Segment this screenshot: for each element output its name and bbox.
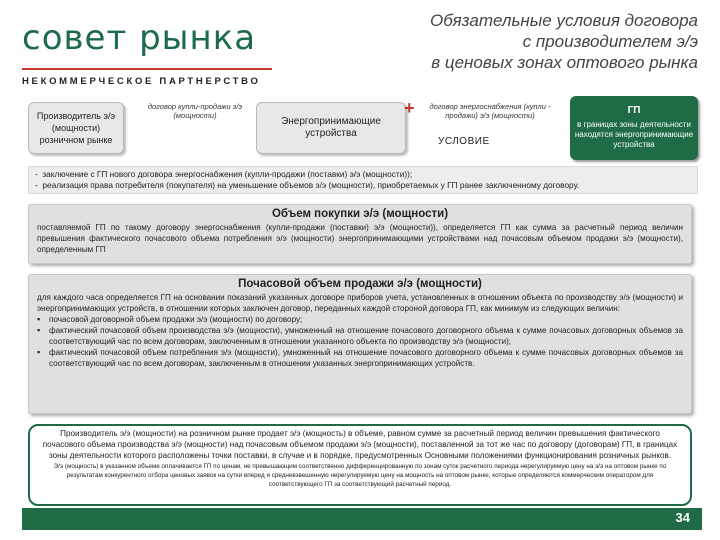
title-line-3: в ценовых зонах оптового рынка (431, 53, 698, 72)
page-title (338, 10, 698, 73)
hourly-bullet: ▪ фактический почасовой объем производства э/э (мощности), умноженный на отношение почасового договорного объема к сумме почасовых договорных объемов за соответствующий час по всем договорам, заключенным в отношении указанного объекта по производству э/э (мощности); (37, 325, 683, 347)
purchase-volume-body: поставляемой ГП по такому договору энергоснабжения (купли-продажи (поставки) э/э (мощности)), определяется ГП как сумма за расчетный период величин превышения фактического почасового объема потребления э/э (мощности) энергопринимающими устройствами над почасовым объемом продажи э/э (мощности), определенным ГП (37, 223, 683, 254)
purchase-volume-section (28, 204, 692, 264)
hourly-sale-volume-section (28, 274, 692, 414)
gp-box (570, 96, 698, 160)
note-item: - заключение с ГП нового договора энергоснабжения (купли-продажи (поставки) э/э (мощности)); (35, 169, 413, 179)
gp-description: в границах зоны деятельности находятся энергопринимающие устройства (574, 120, 694, 149)
producer-box (28, 102, 124, 154)
contract-flow-diagram (22, 96, 698, 166)
consumer-devices-label: Энергопринимающие устройства (281, 116, 381, 139)
hourly-intro: для каждого часа определяется ГП на основании показаний указанных договоре приборов учета, установленных в отношении объекта по производству э/э (мощности) и энергопринимающих устройств, в отношении которых заключен договор, переданных каждой стороной договора ГП, как минимум из следующих величин: (37, 293, 683, 313)
hourly-sale-volume-title: Почасовой объем продажи э/э (мощности) (238, 278, 482, 290)
conclusion-main-text: Производитель э/э (мощности) на розничном рынке продает э/э (мощность) в объеме, равном сумме за расчетный период величин превышения фактического почасового объема производства э/э (мощности) над почасовым объемом продажи э/э (мощности), поставленной за тот же час по договору (договорам) ГП, в границах зоны деятельности которого расположены точки поставки, в случае и в порядке, предусмотренных Основными положениями функционирования розничных рынков. (42, 429, 678, 460)
logo-divider (22, 68, 272, 70)
condition-notes (28, 166, 698, 194)
consumer-devices-box (256, 102, 406, 154)
gp-title: ГП (627, 105, 641, 116)
conclusion-note: Э/э (мощность) в указанном объеме оплачивается ГП по ценам, не превышающим соответственно дифференцированную по зонам суток расчетного периода нерегулируемую цену на э/э на оптовом рынке по результатам конкурентного отбора ценовых заявок на сутки вперед и средневзвешенную нерегулируемую цену на мощность на оптовом рынке, которые определяются коммерческим оператором для соответствующего ГП за соответствующий расчетный период. (53, 463, 667, 488)
title-line-2: с производителем э/э (522, 32, 698, 51)
logo (22, 18, 282, 87)
hourly-sale-volume-body (29, 291, 691, 373)
footer-bar (22, 508, 702, 530)
note-item: - реализация права потребителя (покупателя) на уменьшение объемов э/э (мощности), приобретаемых у ГП ранее заключенному договору. (35, 180, 580, 190)
hourly-bullet: ▪ почасовой договорной объем продажи э/э (мощности) по договору; (37, 314, 683, 325)
conclusion-box (28, 424, 692, 506)
logo-main-text: совет рынка (22, 18, 257, 58)
supply-contract-label: договор энергоснабжения (купли - продажи) э/э (мощности) (429, 102, 551, 120)
hourly-bullet: ▪ фактический почасовой объем потребления э/э (мощности), умноженный на отношение почасового договорного объема к сумме почасовых договорных объемов за соответствующий час по всем договорам, заключенным в отношении указанных энергопринимающих устройств. (37, 347, 683, 369)
plus-sign: + (404, 98, 415, 118)
logo-subtitle: НЕКОММЕРЧЕСКОЕ ПАРТНЕРСТВО (22, 76, 261, 87)
producer-label: Производитель э/э (мощности) розничном рынке (36, 111, 116, 145)
title-line-1: Обязательные условия договора (430, 11, 698, 30)
page-number: 34 (675, 510, 690, 525)
sale-contract-label: договор купли-продажи э/э (мощности) (147, 102, 243, 120)
purchase-volume-title: Объем покупки э/э (мощности) (271, 208, 449, 220)
condition-label: УСЛОВИЕ (438, 136, 490, 147)
